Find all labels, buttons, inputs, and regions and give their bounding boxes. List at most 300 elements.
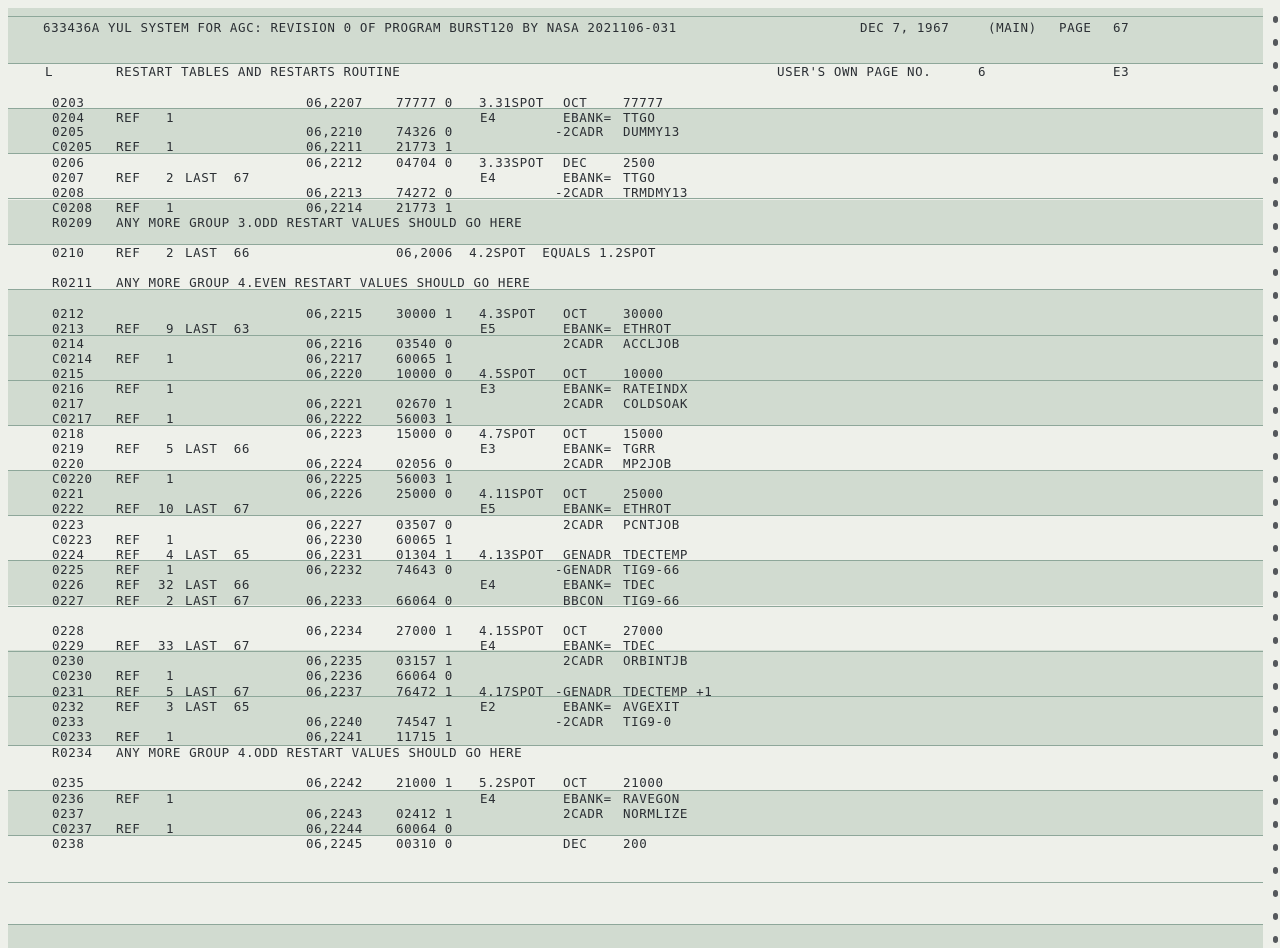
line-number: 0204 — [52, 110, 85, 125]
own-page-number: 6 — [978, 64, 987, 79]
line-number: 0205 — [52, 124, 85, 139]
memory-address: 06,2240 — [306, 714, 363, 729]
memory-address: 06,2214 — [306, 200, 363, 215]
memory-address: 06,2210 — [306, 124, 363, 139]
ref-keyword: REF — [116, 411, 141, 426]
feed-hole — [1273, 246, 1278, 253]
octal-value: E3 — [480, 441, 497, 456]
ref-keyword: REF — [116, 245, 141, 260]
opcode: EBANK= — [563, 170, 612, 185]
memory-address: 06,2227 — [306, 517, 363, 532]
feed-hole — [1273, 39, 1278, 46]
location-tag: 4.5SPOT — [479, 366, 536, 381]
feed-hole — [1273, 844, 1278, 851]
last-ref-page: LAST 67 — [185, 593, 251, 608]
feed-hole — [1273, 706, 1278, 713]
opcode: OCT — [563, 366, 588, 381]
ref-count: 33 — [158, 638, 175, 653]
line-number: 0235 — [52, 775, 85, 790]
octal-value: 21773 1 — [396, 139, 453, 154]
operand: PCNTJOB — [623, 517, 680, 532]
ref-count: 1 — [166, 411, 175, 426]
octal-value: E4 — [480, 638, 497, 653]
memory-address: 06,2212 — [306, 155, 363, 170]
location-tag: 4.15SPOT — [479, 623, 545, 638]
line-number: R0211 — [52, 275, 93, 290]
location-tag: 4.7SPOT — [479, 426, 536, 441]
feed-hole — [1273, 798, 1278, 805]
header-section: (MAIN) — [988, 20, 1037, 35]
line-number: 0229 — [52, 638, 85, 653]
line-number: C0205 — [52, 139, 93, 154]
octal-value: 27000 1 — [396, 623, 453, 638]
ref-count: 3 — [166, 699, 175, 714]
ref-count: 1 — [166, 791, 175, 806]
ref-keyword: REF — [116, 593, 141, 608]
line-number: 0221 — [52, 486, 85, 501]
octal-value: 02056 0 — [396, 456, 453, 471]
line-number: 0232 — [52, 699, 85, 714]
feed-hole — [1273, 522, 1278, 529]
ref-count: 2 — [166, 593, 175, 608]
ref-count: 1 — [166, 110, 175, 125]
ref-count: 2 — [166, 245, 175, 260]
ref-keyword: REF — [116, 638, 141, 653]
feed-hole — [1273, 890, 1278, 897]
octal-value: 60065 1 — [396, 532, 453, 547]
location-tag: 4.13SPOT — [479, 547, 545, 562]
ref-count: 2 — [166, 170, 175, 185]
line-number: 0220 — [52, 456, 85, 471]
routine-title: RESTART TABLES AND RESTARTS ROUTINE — [116, 64, 401, 79]
octal-value: 21773 1 — [396, 200, 453, 215]
line-number: 0227 — [52, 593, 85, 608]
location-tag: 4.17SPOT — [479, 684, 545, 699]
paper-rule — [8, 882, 1263, 883]
location-tag: 3.31SPOT — [479, 95, 545, 110]
memory-address: 06,2232 — [306, 562, 363, 577]
octal-value: 00310 0 — [396, 836, 453, 851]
ref-keyword: REF — [116, 471, 141, 486]
memory-address: 06,2211 — [306, 139, 363, 154]
operand: DUMMY13 — [623, 124, 680, 139]
ref-count: 5 — [166, 441, 175, 456]
octal-value: 56003 1 — [396, 471, 453, 486]
feed-hole — [1273, 384, 1278, 391]
octal-value: 66064 0 — [396, 668, 453, 683]
operand: TRMDMY13 — [623, 185, 689, 200]
octal-value: 15000 0 — [396, 426, 453, 441]
ref-keyword: REF — [116, 200, 141, 215]
opcode: -GENADR — [555, 562, 612, 577]
octal-value: 03540 0 — [396, 336, 453, 351]
memory-address: 06,2207 — [306, 95, 363, 110]
operand: AVGEXIT — [623, 699, 680, 714]
opcode: OCT — [563, 623, 588, 638]
feed-hole — [1273, 729, 1278, 736]
operand: TIG9-66 — [623, 562, 680, 577]
octal-value: E4 — [480, 110, 497, 125]
ref-count: 5 — [166, 684, 175, 699]
line-number: 0207 — [52, 170, 85, 185]
line-number: 0222 — [52, 501, 85, 516]
memory-address: 06,2234 — [306, 623, 363, 638]
ref-count: 4 — [166, 547, 175, 562]
ref-keyword: REF — [116, 791, 141, 806]
opcode: BBCON — [563, 593, 604, 608]
opcode: 2CADR — [563, 396, 604, 411]
ref-keyword: REF — [116, 547, 141, 562]
line-number: 0223 — [52, 517, 85, 532]
feed-hole — [1273, 407, 1278, 414]
paper-rule — [8, 153, 1263, 154]
feed-hole — [1273, 16, 1278, 23]
octal-value: 03157 1 — [396, 653, 453, 668]
opcode: GENADR — [563, 547, 612, 562]
opcode: EBANK= — [563, 577, 612, 592]
memory-address: 06,2224 — [306, 456, 363, 471]
ref-count: 1 — [166, 821, 175, 836]
opcode: OCT — [563, 95, 588, 110]
line-number: C0220 — [52, 471, 93, 486]
operand: 10000 — [623, 366, 664, 381]
last-ref-page: LAST 65 — [185, 699, 251, 714]
opcode: EBANK= — [563, 321, 612, 336]
memory-address: 06,2244 — [306, 821, 363, 836]
octal-value: E5 — [480, 321, 497, 336]
operand: 15000 — [623, 426, 664, 441]
feed-hole — [1273, 292, 1278, 299]
location-tag: 4.11SPOT — [479, 486, 545, 501]
feed-hole — [1273, 108, 1278, 115]
feed-hole — [1273, 154, 1278, 161]
feed-hole — [1273, 85, 1278, 92]
octal-value: 74547 1 — [396, 714, 453, 729]
operand: TIG9-66 — [623, 593, 680, 608]
line-number: 0216 — [52, 381, 85, 396]
octal-value: 04704 0 — [396, 155, 453, 170]
opcode: -2CADR — [555, 124, 604, 139]
opcode: OCT — [563, 486, 588, 501]
ref-keyword: REF — [116, 562, 141, 577]
feed-hole — [1273, 614, 1278, 621]
memory-address: 06,2231 — [306, 547, 363, 562]
opcode: EBANK= — [563, 441, 612, 456]
ref-keyword: REF — [116, 821, 141, 836]
octal-value: 10000 0 — [396, 366, 453, 381]
line-number: 0228 — [52, 623, 85, 638]
octal-value: 76472 1 — [396, 684, 453, 699]
memory-address: 06,2215 — [306, 306, 363, 321]
operand: 30000 — [623, 306, 664, 321]
header-title: 633436A YUL SYSTEM FOR AGC: REVISION 0 OF PROGRAM BURST120 BY NASA 2021106-031 — [43, 20, 677, 35]
operand: 200 — [623, 836, 648, 851]
tractor-feed-holes — [1272, 0, 1280, 948]
opcode: EBANK= — [563, 501, 612, 516]
octal-value: E4 — [480, 791, 497, 806]
line-number: 0237 — [52, 806, 85, 821]
location-tag: 3.33SPOT — [479, 155, 545, 170]
memory-address: 06,2241 — [306, 729, 363, 744]
feed-hole — [1273, 660, 1278, 667]
operand: TTGO — [623, 110, 656, 125]
opcode: EBANK= — [563, 381, 612, 396]
feed-hole — [1273, 568, 1278, 575]
octal-value: E2 — [480, 699, 497, 714]
comment-text: ANY MORE GROUP 4.EVEN RESTART VALUES SHOULD GO HERE — [116, 275, 531, 290]
octal-value: 30000 1 — [396, 306, 453, 321]
feed-hole — [1273, 200, 1278, 207]
header-page-number: 67 — [1113, 20, 1130, 35]
opcode: EBANK= — [563, 791, 612, 806]
ref-keyword: REF — [116, 139, 141, 154]
feed-hole — [1273, 430, 1278, 437]
paper-rule — [8, 16, 1263, 17]
operand: 27000 — [623, 623, 664, 638]
ref-count: 1 — [166, 668, 175, 683]
opcode: EBANK= — [563, 638, 612, 653]
own-page-label: USER'S OWN PAGE NO. — [777, 64, 932, 79]
last-ref-page: LAST 66 — [185, 441, 251, 456]
line-number: 0236 — [52, 791, 85, 806]
line-number: C0217 — [52, 411, 93, 426]
opcode: OCT — [563, 426, 588, 441]
feed-hole — [1273, 499, 1278, 506]
paper-rule — [8, 924, 1263, 925]
memory-address: 06,2222 — [306, 411, 363, 426]
opcode: -GENADR — [555, 684, 612, 699]
equals-statement: 06,2006 4.2SPOT EQUALS 1.2SPOT — [396, 245, 657, 260]
ref-count: 1 — [166, 139, 175, 154]
last-ref-page: LAST 66 — [185, 577, 251, 592]
operand: RATEINDX — [623, 381, 689, 396]
ref-count: 1 — [166, 532, 175, 547]
operand: TDECTEMP — [623, 547, 689, 562]
octal-value: 60065 1 — [396, 351, 453, 366]
operand: ETHROT — [623, 321, 672, 336]
ref-count: 1 — [166, 471, 175, 486]
octal-value: E4 — [480, 170, 497, 185]
octal-value: 74272 0 — [396, 185, 453, 200]
memory-address: 06,2237 — [306, 684, 363, 699]
octal-value: E4 — [480, 577, 497, 592]
line-number: 0219 — [52, 441, 85, 456]
feed-hole — [1273, 867, 1278, 874]
last-ref-page: LAST 66 — [185, 245, 251, 260]
last-ref-page: LAST 67 — [185, 684, 251, 699]
header-page-label: PAGE — [1059, 20, 1092, 35]
operand: RAVEGON — [623, 791, 680, 806]
opcode: OCT — [563, 775, 588, 790]
line-number: 0224 — [52, 547, 85, 562]
octal-value: 25000 0 — [396, 486, 453, 501]
ref-count: 32 — [158, 577, 175, 592]
last-ref-page: LAST 63 — [185, 321, 251, 336]
octal-value: 74326 0 — [396, 124, 453, 139]
memory-address: 06,2233 — [306, 593, 363, 608]
ref-keyword: REF — [116, 668, 141, 683]
feed-hole — [1273, 936, 1278, 943]
green-bar-band — [8, 924, 1263, 948]
memory-address: 06,2236 — [306, 668, 363, 683]
ref-keyword: REF — [116, 170, 141, 185]
operand: COLDSOAK — [623, 396, 689, 411]
memory-address: 06,2216 — [306, 336, 363, 351]
line-number: C0237 — [52, 821, 93, 836]
octal-value: 11715 1 — [396, 729, 453, 744]
ref-count: 1 — [166, 351, 175, 366]
comment-text: ANY MORE GROUP 3.ODD RESTART VALUES SHOULD GO HERE — [116, 215, 523, 230]
ref-keyword: REF — [116, 501, 141, 516]
memory-address: 06,2213 — [306, 185, 363, 200]
operand: TDEC — [623, 577, 656, 592]
octal-value: 74643 0 — [396, 562, 453, 577]
octal-value: 77777 0 — [396, 95, 453, 110]
octal-value: 02412 1 — [396, 806, 453, 821]
operand: TIG9-0 — [623, 714, 672, 729]
operand: TTGO — [623, 170, 656, 185]
ref-keyword: REF — [116, 381, 141, 396]
line-number: 0233 — [52, 714, 85, 729]
ref-keyword: REF — [116, 321, 141, 336]
octal-value: 60064 0 — [396, 821, 453, 836]
memory-address: 06,2243 — [306, 806, 363, 821]
feed-hole — [1273, 821, 1278, 828]
opcode: DEC — [563, 155, 588, 170]
feed-hole — [1273, 591, 1278, 598]
octal-value: 66064 0 — [396, 593, 453, 608]
operand: ACCLJOB — [623, 336, 680, 351]
line-number: 0214 — [52, 336, 85, 351]
line-number: 0218 — [52, 426, 85, 441]
opcode: 2CADR — [563, 653, 604, 668]
ref-keyword: REF — [116, 577, 141, 592]
octal-value: 56003 1 — [396, 411, 453, 426]
memory-address: 06,2223 — [306, 426, 363, 441]
line-number: R0209 — [52, 215, 93, 230]
ref-keyword: REF — [116, 532, 141, 547]
line-number: 0217 — [52, 396, 85, 411]
feed-hole — [1273, 913, 1278, 920]
feed-hole — [1273, 476, 1278, 483]
line-number: C0230 — [52, 668, 93, 683]
operand: 21000 — [623, 775, 664, 790]
operand: NORMLIZE — [623, 806, 689, 821]
subheader-marker: L — [45, 64, 54, 79]
feed-hole — [1273, 177, 1278, 184]
feed-hole — [1273, 62, 1278, 69]
location-tag: 4.3SPOT — [479, 306, 536, 321]
memory-address: 06,2225 — [306, 471, 363, 486]
memory-address: 06,2220 — [306, 366, 363, 381]
line-number: 0208 — [52, 185, 85, 200]
memory-address: 06,2221 — [306, 396, 363, 411]
ref-count: 10 — [158, 501, 175, 516]
ref-keyword: REF — [116, 684, 141, 699]
line-number: C0214 — [52, 351, 93, 366]
line-number: 0210 — [52, 245, 85, 260]
memory-address: 06,2226 — [306, 486, 363, 501]
operand: 2500 — [623, 155, 656, 170]
opcode: DEC — [563, 836, 588, 851]
feed-hole — [1273, 269, 1278, 276]
operand: ETHROT — [623, 501, 672, 516]
feed-hole — [1273, 637, 1278, 644]
line-number: R0234 — [52, 745, 93, 760]
feed-hole — [1273, 223, 1278, 230]
line-number: 0231 — [52, 684, 85, 699]
ref-count: 9 — [166, 321, 175, 336]
line-number: 0226 — [52, 577, 85, 592]
opcode: EBANK= — [563, 699, 612, 714]
feed-hole — [1273, 683, 1278, 690]
last-ref-page: LAST 65 — [185, 547, 251, 562]
ref-count: 1 — [166, 729, 175, 744]
memory-address: 06,2235 — [306, 653, 363, 668]
opcode: EBANK= — [563, 110, 612, 125]
bank-code: E3 — [1113, 64, 1130, 79]
ref-keyword: REF — [116, 110, 141, 125]
feed-hole — [1273, 545, 1278, 552]
memory-address: 06,2245 — [306, 836, 363, 851]
line-number: 0206 — [52, 155, 85, 170]
opcode: 2CADR — [563, 336, 604, 351]
line-number: C0208 — [52, 200, 93, 215]
opcode: 2CADR — [563, 456, 604, 471]
memory-address: 06,2230 — [306, 532, 363, 547]
operand: TGRR — [623, 441, 656, 456]
memory-address: 06,2242 — [306, 775, 363, 790]
octal-value: 01304 1 — [396, 547, 453, 562]
ref-count: 1 — [166, 200, 175, 215]
memory-address: 06,2217 — [306, 351, 363, 366]
line-number: 0203 — [52, 95, 85, 110]
opcode: OCT — [563, 306, 588, 321]
ref-count: 1 — [166, 562, 175, 577]
last-ref-page: LAST 67 — [185, 638, 251, 653]
opcode: -2CADR — [555, 714, 604, 729]
opcode: 2CADR — [563, 517, 604, 532]
operand: 77777 — [623, 95, 664, 110]
octal-value: E3 — [480, 381, 497, 396]
octal-value: 03507 0 — [396, 517, 453, 532]
opcode: 2CADR — [563, 806, 604, 821]
line-number: 0215 — [52, 366, 85, 381]
octal-value: E5 — [480, 501, 497, 516]
line-number: 0230 — [52, 653, 85, 668]
operand: TDEC — [623, 638, 656, 653]
ref-count: 1 — [166, 381, 175, 396]
line-number: 0213 — [52, 321, 85, 336]
operand: MP2JOB — [623, 456, 672, 471]
octal-value: 21000 1 — [396, 775, 453, 790]
ref-keyword: REF — [116, 699, 141, 714]
octal-value: 02670 1 — [396, 396, 453, 411]
feed-hole — [1273, 338, 1278, 345]
feed-hole — [1273, 131, 1278, 138]
feed-hole — [1273, 752, 1278, 759]
last-ref-page: LAST 67 — [185, 170, 251, 185]
line-number: 0212 — [52, 306, 85, 321]
operand: ORBINTJB — [623, 653, 689, 668]
feed-hole — [1273, 775, 1278, 782]
location-tag: 5.2SPOT — [479, 775, 536, 790]
feed-hole — [1273, 361, 1278, 368]
line-number: 0238 — [52, 836, 85, 851]
line-number: 0225 — [52, 562, 85, 577]
line-number: C0233 — [52, 729, 93, 744]
ref-keyword: REF — [116, 441, 141, 456]
